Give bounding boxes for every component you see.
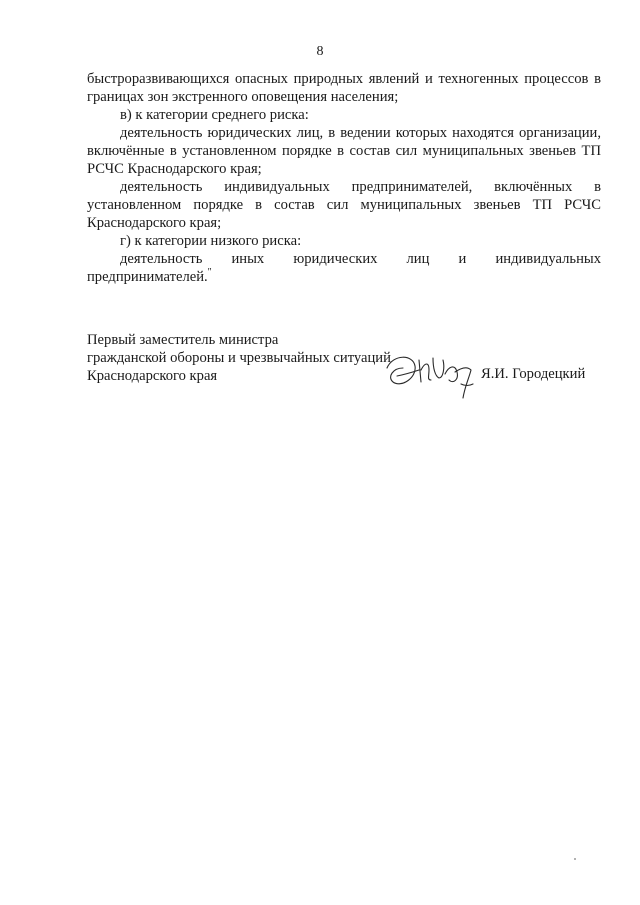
handwritten-signature (383, 344, 479, 404)
paragraph-last (87, 250, 601, 286)
document-body (87, 70, 601, 286)
paragraph-last-text: деятельность иных юридических лиц и индивидуальных предпринимателей. (87, 251, 601, 285)
scan-artifact (574, 858, 576, 860)
signatory-title-line: гражданской обороны и чрезвычайных ситуаций (87, 350, 391, 366)
closing-quote: " (207, 267, 212, 279)
paragraph-category-medium-risk: в) к категории среднего риска: (120, 107, 309, 123)
paragraph: быстроразвивающихся опасных природных явлений и техногенных процессов в границах зон экстренного оповещения населения; (87, 71, 601, 105)
signatory-title-line: Первый заместитель министра (87, 332, 279, 348)
signatory-name: Я.И. Городецкий (481, 366, 586, 382)
paragraph-category-low-risk: г) к категории низкого риска: (120, 233, 302, 249)
paragraph: деятельность индивидуальных предпринимателей, включённых в установленном порядке в состав сил муниципальных звеньев ТП РСЧС Краснодарского края; (87, 179, 601, 231)
paragraph: деятельность юридических лиц, в ведении которых находятся организации, включённые в установленном порядке в состав сил муниципальных звеньев ТП РСЧС Краснодарского края; (87, 125, 601, 177)
page-number: 8 (316, 44, 324, 59)
signatory-title-line: Краснодарского края (87, 368, 218, 384)
